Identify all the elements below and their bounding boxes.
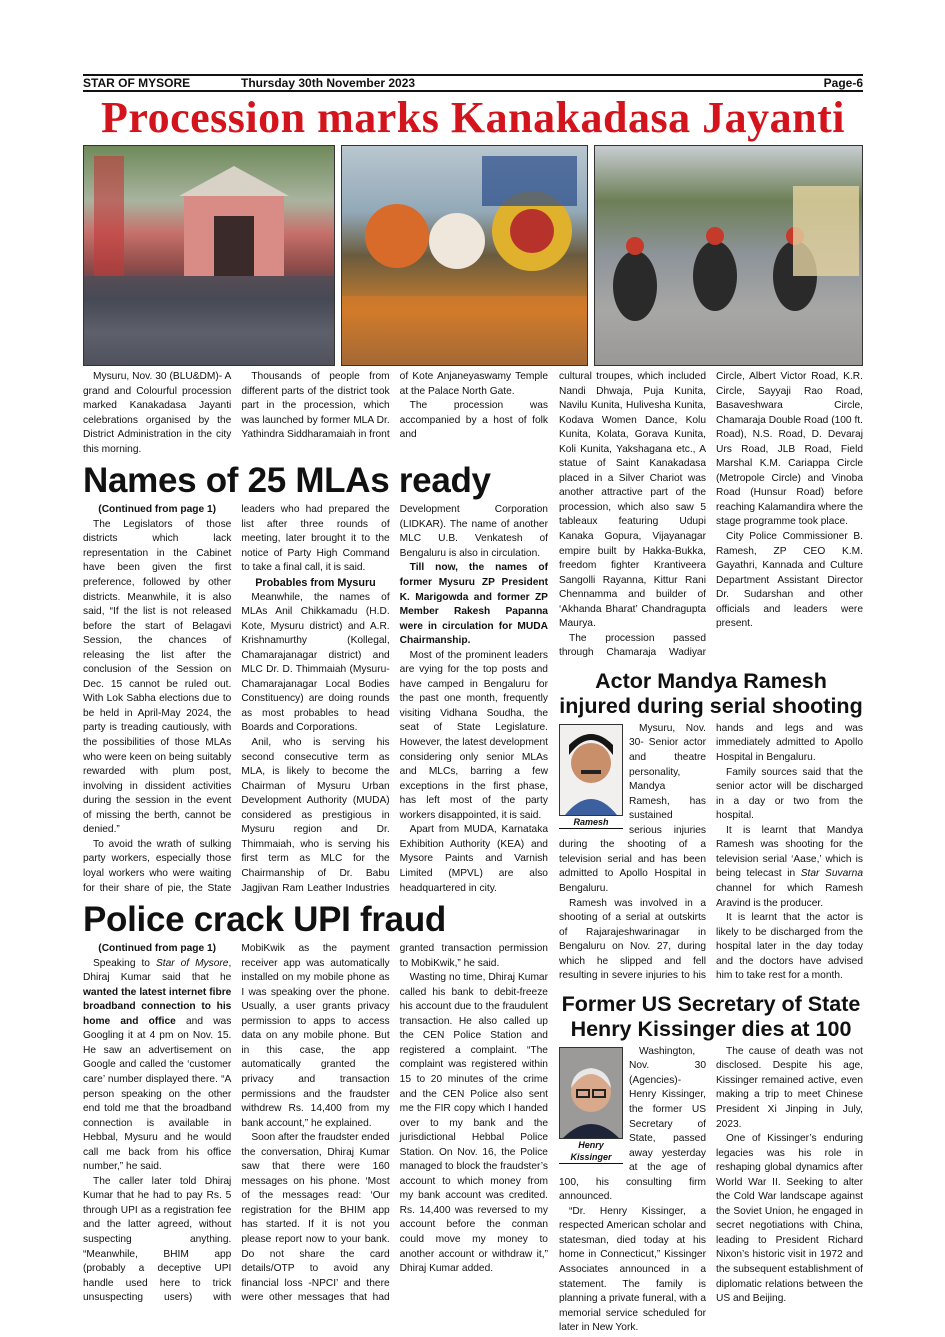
paragraph: To avoid the wrath of sulking party workers, especially those loyal workers who were waiting for their share of pie, the State leaders who had prepared the list after three rounds of meeting, later brought it to the notice of Party High Command to take a final call, it is said.	[83, 504, 390, 894]
person-illustration	[560, 1048, 622, 1138]
actor-article	[559, 722, 863, 984]
right-area	[559, 370, 863, 1336]
paragraph: Most of the prominent leaders are vying for the top posts and have camped in Bengaluru for the past one month, frequently visiting Vidhana Soudha, the seat of State Legislature. However, the latest development considering only senior MLAs and MLCs, barring a few exceptions in the first phase, has left most of the party workers disappointed, it is said.	[399, 649, 548, 821]
paragraph: cultural troupes, which included Nandi Dhwaja, Puja Kunita, Navilu Kunita, Hulivesha Kunita, Kodava Women Dance, Kolu Kunita, Kolata, Gorava Kunita, Koli Kunita, Yakshagana etc., A statue of Saint Kanakadasa placed in a Silver Chariot was another attractive part of the procession, which also saw 5 tableaux featuring Udupi Kanaka Gopura, Vijayanagar empire built by Hakka-Bukka, freedom fighter Krantiveera Sangolli Rayanna, Kittur Rani Chennamma and builder of ‘Akhanda Bharat’ Chandragupta Maurya.	[559, 371, 706, 630]
upi-headline: Police crack UPI fraud	[83, 900, 447, 940]
paragraph: Washington, Nov. 30 (Agencies)- Henry Kissinger, the former US Secretary of State, passed away yesterday at the age of 100, his consulting firm announced.	[559, 1045, 706, 1203]
procession-photo-dancers	[594, 145, 863, 366]
left-area	[83, 370, 548, 1306]
paper-name: STAR OF MYSORE	[83, 76, 191, 90]
ramesh-portrait	[559, 724, 623, 829]
paragraph: Ramesh was involved in a shooting of a serial at outskirts of Rajarajeshwarinagar in Bengaluru on Nov. 27, during which he slipped and fell resulting in severe injuries to his hands and legs and was immediately admitted to Apollo Hospital in Bengaluru.	[559, 722, 863, 982]
text: and was Googling it at 4 pm on Nov. 15. He saw an advertisement on Google and called the ‘customer care’ number displayed there. “A person speaking on the other end told me that the broadband connection is available in Hebbal, Mysuru and he would call me back from his office number,” he said.	[83, 1015, 232, 1173]
paragraph: City Police Commissioner B. Ramesh, ZP CEO K.M. Gayathri, Kannada and Culture Department Assistant Director Dr. Sudarshan and other officials and leaders were present.	[716, 531, 863, 630]
paragraph: The Legislators of those districts which lack representation in the Cabinet have been given the first preference, followed by other districts. Meanwhile, it is also said, “If the list is not released before the start of Belagavi Session, the chances of releasing the list after the conclusion of the Session on Dec. 15 cannot be ruled out. With Lok Sabha elections due to be held in April-May 2024, the party is treading cautiously, with the possibilities of those MLAs who were keen on being suitably rewarded with plum post, involving in dissident activities during the session in the event of missing the berth, cannot be denied.”	[83, 518, 232, 836]
paragraph: Meanwhile, the names of MLAs Anil Chikkamadu (H.D. Kote, Mysuru district) and A.R. Krishnamurthy (Kollegal, Chamarajanagar district) and MLC Dr. D. Thimmaiah (Mysuru-Chamarajanagar Local Bodies Constituency) are doing rounds as most probables to head Boards and Corporations.	[241, 591, 390, 734]
chariot-illustration	[84, 146, 334, 365]
paragraph: It is learnt that the actor is likely to be discharged from the hospital later in the day today and the doctors have advised him to take rest for a month.	[716, 912, 863, 982]
lead-article-part2	[559, 370, 863, 661]
text: channel for which Ramesh Aravind is the producer.	[716, 882, 863, 909]
paragraph: Thousands of people from different parts of the district took part in the procession, which was launched by former MLA Dr. Yathindra Siddharamaiah in front of Kote Anjaneyaswamy Temple at the Palace North Gate.	[241, 371, 548, 441]
paragraph: “Dr. Henry Kissinger, a respected American scholar and statesman, died today at his home in Connecticut,” Kissinger Associates announced in a statement. The family is planning a private funeral, with a memorial service scheduled for later in New York.	[559, 1205, 706, 1334]
paragraph: The cause of death was not disclosed. Despite his age, Kissinger remained active, even making a trip to meet Chinese President Xi Jinping in July, 2023.	[716, 1045, 863, 1130]
mla-article	[83, 503, 548, 896]
page-body	[83, 370, 863, 1336]
procession-photo-folk-troupes	[341, 145, 588, 366]
paragraph: Anil, who is serving his second consecutive term as MLA, is likely to become the Chairman of Mysuru Urban Development Authority (MUDA) considered as prestigious in Mysuru region and Dr. Thimmaiah, who is serving his first term as MLC for the Chairmanship of Dr. Babu Jagjivan Ram Leather Industries Development Corporation (LIDKAR). The name of another MLC U.B. Venkatesh of Bengaluru is also in circulation.	[241, 504, 548, 894]
issue-date: Thursday 30th November 2023	[241, 76, 416, 90]
procession-photo-chariot	[83, 145, 335, 366]
paragraph: Apart from MUDA, Karnataka Exhibition Authority (KEA) and Mysore Paints and Varnish Limited (MPVL) are also headquartered in city.	[399, 824, 548, 894]
portrait-photo	[559, 724, 623, 816]
kissinger-portrait	[559, 1047, 623, 1164]
channel-name: Star Suvarna	[800, 868, 863, 880]
text: , Dhiraj Kumar said that he	[83, 957, 232, 984]
lead-headline: Procession marks Kanakadasa Jayanti	[101, 93, 845, 142]
paragraph: One of Kissinger’s enduring legacies was his role in reshaping global dynamics after World War II. Seeking to alter the Cold War landscape against the Soviet Union, he engaged in secret negotiations with China, leading to President Richard Nixon’s historic visit in 1972 and the subsequent establishment of diplomatic relations between the US and Beijing.	[716, 1133, 863, 1305]
continued-note: (Continued from page 1)	[98, 504, 217, 516]
publication-name: Star of Mysore	[155, 957, 229, 969]
paragraph: The procession was accompanied by a host of folk and	[399, 400, 548, 441]
mla-headline: Names of 25 MLAs ready	[83, 461, 491, 501]
kissinger-article	[559, 1045, 863, 1336]
paragraph	[716, 824, 863, 911]
kissinger-headline: Former US Secretary of State Henry Kissinger dies at 100	[561, 991, 861, 1041]
paragraph: Mysuru, Nov. 30- Senior actor and theatre personality, Mandya Ramesh, has sustained serious injuries during the shooting of a television serial and has been admitted to Apollo Hospital in Bengaluru.	[559, 722, 706, 894]
portrait-caption: Henry Kissinger	[559, 1139, 623, 1164]
paragraph: Soon after the fraudster ended the conversation, Dhiraj Kumar saw that there were 160 messages on his phone. ‘Most of the messages read: ‘Our registration for the BHIM app has started. If it is not you please report now to your bank. Do not share the card details/OTP to avoid any financial loss -NPCI’ and there were other messages that had granted transaction permission to MobiKwik,” he said.	[241, 943, 548, 1304]
text: It is learnt that Mandya Ramesh was shooting for the television serial ‘Aase,’ which is being telecast in	[716, 824, 863, 880]
continued-note: (Continued from page 1)	[98, 943, 217, 955]
lead-article-part1	[83, 370, 548, 457]
text: Speaking to	[93, 957, 156, 969]
paragraph	[83, 957, 231, 1175]
subheading: Probables from Mysuru	[255, 577, 376, 590]
person-illustration	[560, 725, 622, 815]
actor-headline: Actor Mandya Ramesh injured during serial shooting	[559, 668, 863, 718]
paragraph: Wasting no time, Dhiraj Kumar called his bank to debit-freeze his account due to the fraudulent transaction. He also called up the CEN Police Station and registered a complaint. “The complaint was registered within 15 to 20 minutes of the crime and the CEN Police also sent me the FIR copy which I handed over to my bank and the jurisdictional Hebbal Police Station. On Nov. 16, the Police managed to block the fraudster’s account to which money from my bank account was credited. Rs. 14,400 was reversed to my account before the conman could move my money to another account or withdraw it,” Dhiraj Kumar added.	[399, 972, 548, 1275]
paragraph: The procession passed through Chamaraja Wadiyar Circle, Albert Victor Road, K.R. Circle, Sayyaji Rao Road, Basaveshwara Circle, Chamaraja Double Road (100 ft. Road), N.S. Road, D. Devaraj Urs Road, JLB Road, Field Marshal K.M. Cariappa Circle (Metropole Circle) and Vinoba Road (Hunsur Road) before reaching Kalamandira where the stage programme took place.	[559, 371, 863, 659]
masthead	[83, 74, 863, 92]
folk-figures-illustration	[342, 146, 587, 365]
paragraph: The caller later told Dhiraj Kumar that he had to pay Rs. 5 through UPI as a registration fee and the latter agreed, without suspecting anything. “Meanwhile, BHIM app (probably a deceptive UPI handle used here to trick unsuspecting users) with MobiKwik as the payment receiver app was automatically installed on my mobile phone as I was speaking over the phone. Usually, a user grants privacy permission to apps to access data on any mobile phone. But in this case, the app automatically granted the privacy and transaction permissions and the fraudster withdrew Rs. 14,400 from my bank account,” he explained.	[83, 943, 390, 1304]
paragraph: Mysuru, Nov. 30 (BLU&DM)- A grand and Colourful procession marked Kanakadasa Jayanti celebrations organised by the District Administration in the city this morning.	[83, 371, 232, 455]
bold-text: wanted the latest internet fibre broadband connection to his home and office	[83, 986, 232, 1027]
portrait-photo	[559, 1047, 623, 1139]
paragraph: Till now, the names of former Mysuru ZP President K. Marigowda and former ZP Member Rakesh Papanna were in circulation for MUDA Chairmanship.	[399, 562, 548, 647]
upi-article	[83, 942, 548, 1306]
paragraph: Family sources said that the senior actor will be discharged in a day or two from the hospital.	[716, 766, 863, 822]
portrait-caption: Ramesh	[559, 816, 623, 829]
page-number: Page-6	[823, 76, 863, 90]
dancers-illustration	[595, 146, 862, 365]
